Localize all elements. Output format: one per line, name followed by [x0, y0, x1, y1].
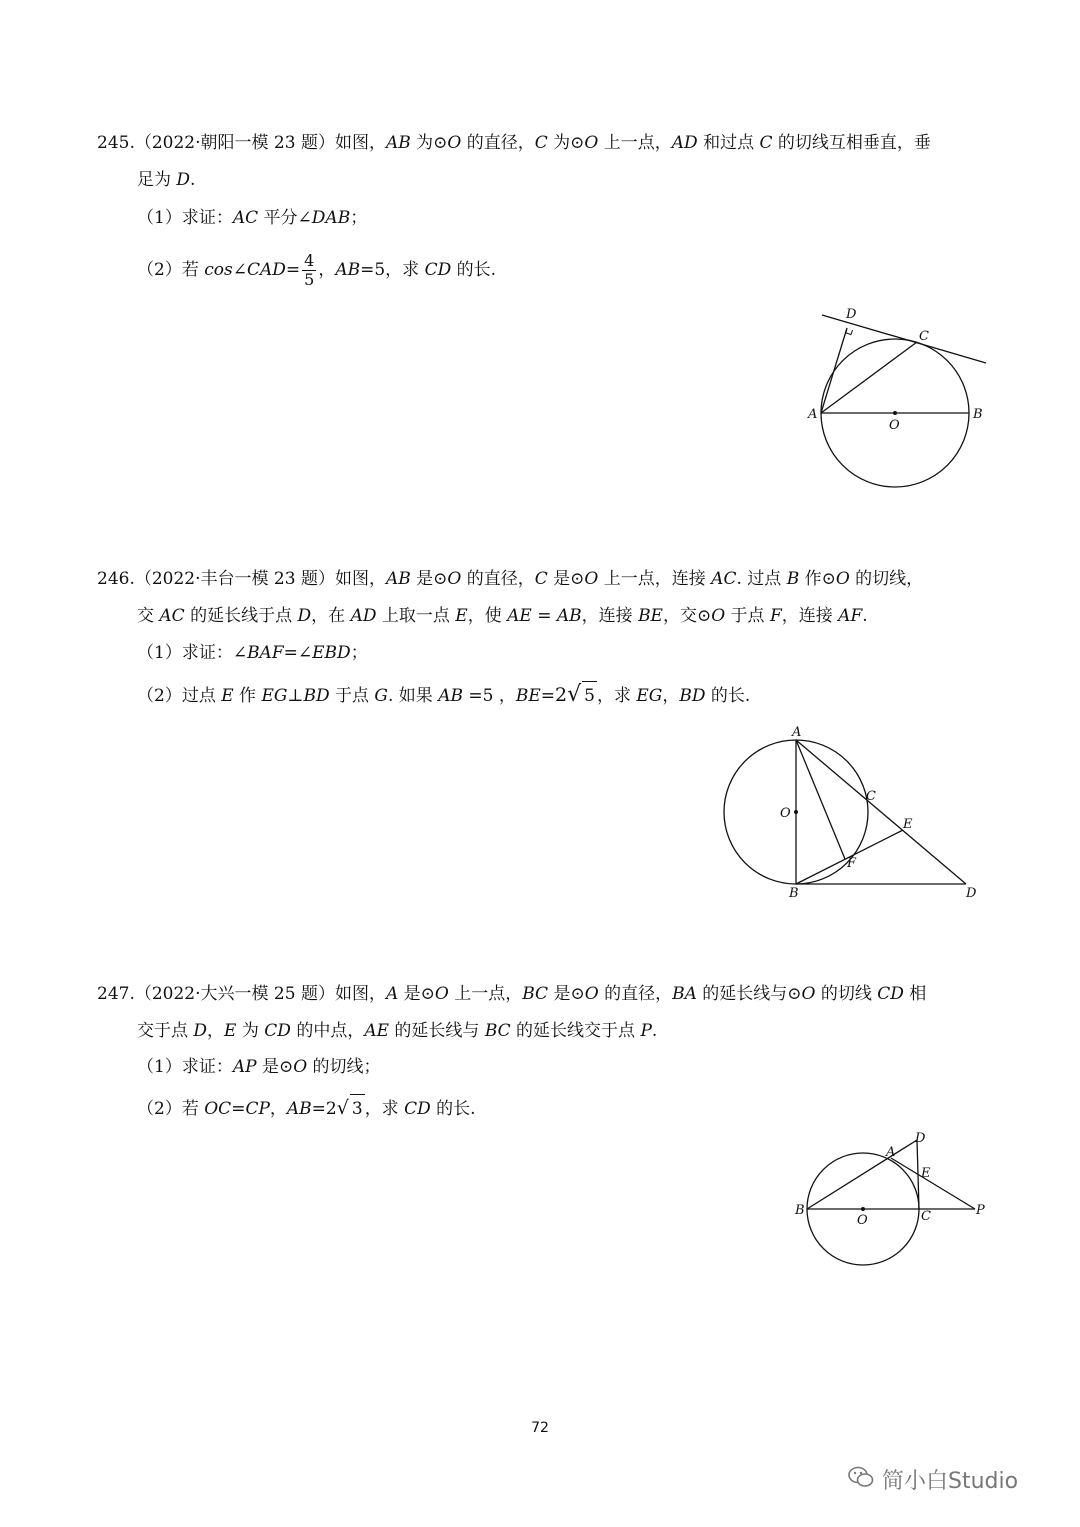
text: 平分∠ — [258, 208, 312, 228]
text: 的延长线与 — [389, 1021, 485, 1041]
text: 的长. — [451, 260, 497, 280]
problem-246-line2 — [137, 604, 868, 628]
var: A — [385, 984, 399, 1004]
text: 上一点， — [448, 984, 523, 1004]
var: O — [584, 984, 599, 1004]
radical-sign: √ — [567, 682, 582, 707]
var: EBD — [312, 643, 351, 663]
label-f: F — [847, 856, 857, 871]
problem-247-part1 — [137, 1055, 381, 1079]
problem-247-part2 — [137, 1094, 476, 1123]
text: 是⊙ — [398, 984, 435, 1004]
text: 于点 — [329, 686, 375, 706]
var: O — [447, 569, 462, 589]
var: DAB — [311, 208, 351, 228]
text: 的切线 — [815, 984, 878, 1004]
text: =∠ — [283, 643, 313, 663]
problem-246-part1 — [137, 641, 368, 665]
text: （2）过点 — [137, 686, 222, 706]
var: O — [801, 984, 816, 1004]
var: BAF — [247, 643, 284, 663]
label-e: E — [903, 817, 913, 832]
var: AB — [385, 569, 411, 589]
label-d: D — [915, 1131, 926, 1146]
var: E — [224, 1021, 237, 1041]
text: 如图， — [334, 984, 386, 1004]
var: AF — [838, 606, 863, 626]
watermark-text: 简小白Studio — [882, 1469, 1019, 1494]
text: 上一点，连接 — [598, 569, 712, 589]
text: 的直径， — [461, 133, 535, 153]
text: 和过点 — [697, 133, 760, 153]
label-c: C — [919, 329, 929, 344]
text: 为⊙ — [410, 133, 448, 153]
figure-246 — [710, 720, 990, 905]
problem-source: （2022·大兴一模 25 题） — [134, 984, 335, 1004]
var: BA — [672, 984, 697, 1004]
text: ∠ — [232, 260, 247, 280]
text: ， — [662, 686, 680, 706]
label-a: A — [808, 407, 818, 422]
var: O — [835, 569, 850, 589]
var: AP — [232, 1057, 257, 1077]
text: 的切线， — [849, 569, 924, 589]
var: AE — [364, 1021, 390, 1041]
text: 是⊙ — [547, 569, 585, 589]
center-point — [794, 810, 798, 814]
var: D — [297, 606, 312, 626]
var: AC — [232, 208, 259, 228]
text: 交于点 — [137, 1021, 194, 1041]
var: CAD — [246, 260, 286, 280]
var: CD — [404, 1099, 431, 1119]
text: = — [285, 260, 301, 280]
text: 作⊙ — [799, 569, 836, 589]
text: =5 ， — [463, 686, 516, 706]
problem-246-part2 — [137, 681, 750, 710]
label-b: B — [795, 1203, 805, 1218]
text: =5，求 — [360, 260, 425, 280]
denominator: 5 — [304, 270, 315, 289]
text: 如图， — [334, 569, 386, 589]
text: （2）若 — [137, 260, 205, 280]
center-point — [861, 1207, 865, 1211]
var: AB — [556, 606, 582, 626]
var: CD — [424, 260, 452, 280]
var: AB — [438, 686, 463, 706]
line-ad — [796, 740, 966, 884]
text: 的延长线于点 — [184, 606, 298, 626]
problem-245-line2 — [137, 168, 195, 192]
text: ， — [318, 260, 336, 280]
var: O — [447, 133, 462, 153]
var: CD — [877, 984, 904, 1004]
text: = — [540, 686, 556, 706]
text: 如图， — [334, 133, 386, 153]
text: . 如果 — [388, 686, 439, 706]
label-b: B — [973, 407, 983, 422]
var: OC — [204, 1099, 232, 1119]
text: ，连接 — [781, 606, 839, 626]
problem-245-part2 — [137, 250, 496, 290]
problem-number: 246. — [97, 569, 135, 589]
var: G — [374, 686, 388, 706]
text: ， — [269, 1099, 287, 1119]
var: O — [434, 984, 449, 1004]
label-a: A — [792, 725, 802, 740]
line-ap — [891, 1158, 975, 1209]
segment-ac — [821, 342, 917, 413]
var: BC — [522, 984, 549, 1004]
text: 的直径， — [598, 984, 673, 1004]
text: 上取一点 — [376, 606, 456, 626]
label-a: A — [886, 1145, 896, 1160]
text: 为 — [236, 1021, 265, 1041]
text: 的延长线与⊙ — [696, 984, 802, 1004]
var: F — [769, 606, 782, 626]
watermark — [848, 1464, 1018, 1495]
problem-246-line1 — [97, 567, 923, 591]
label-p: P — [976, 1203, 985, 1218]
var: E — [455, 606, 468, 626]
problem-source: （2022·朝阳一模 23 题） — [134, 133, 335, 153]
page-number: 72 — [531, 1420, 549, 1436]
var: D — [193, 1021, 208, 1041]
var: P — [640, 1021, 652, 1041]
var: O — [584, 569, 599, 589]
radical-sign: √ — [336, 1097, 349, 1119]
text: 为⊙ — [547, 133, 585, 153]
var: cos — [204, 260, 233, 280]
text: （1）求证： — [137, 208, 233, 228]
var: O — [711, 606, 726, 626]
label-e: E — [921, 1166, 931, 1181]
problem-source: （2022·丰台一模 23 题） — [134, 569, 335, 589]
text: ； — [350, 208, 368, 228]
var: AC — [159, 606, 185, 626]
label-o: O — [857, 1213, 868, 1228]
label-o: O — [889, 418, 900, 433]
text: ，求 — [364, 1099, 405, 1119]
text: 的延长线交于点 — [510, 1021, 641, 1041]
var: O — [584, 133, 599, 153]
text: . — [190, 170, 196, 190]
text: ，求 — [596, 686, 637, 706]
label-d: D — [846, 307, 857, 322]
center-point — [893, 411, 897, 415]
coefficient: 2 — [325, 1099, 337, 1119]
var: BE — [638, 606, 663, 626]
label-c: C — [866, 789, 876, 804]
text: 的长. — [705, 686, 751, 706]
segment-af — [796, 740, 845, 859]
text: ； — [350, 643, 368, 663]
text: 是⊙ — [548, 984, 585, 1004]
text: = — [531, 606, 557, 626]
wechat-icon — [848, 1466, 874, 1494]
var: C — [759, 133, 773, 153]
segment-ad — [821, 328, 847, 413]
text: . 过点 — [736, 569, 787, 589]
var: AD — [350, 606, 377, 626]
problem-247-line2 — [137, 1019, 657, 1043]
text: . — [651, 1021, 658, 1041]
var: AB — [335, 260, 361, 280]
text: （1）求证： — [137, 1057, 233, 1077]
var: BD — [679, 686, 706, 706]
text: = — [231, 1099, 246, 1119]
label-d: D — [966, 886, 977, 901]
problem-245-line1 — [97, 131, 931, 155]
problem-247-line1 — [97, 982, 926, 1006]
var: D — [176, 170, 191, 190]
numerator: 4 — [304, 251, 315, 270]
text: 的长. — [430, 1099, 476, 1119]
var: BD — [303, 686, 330, 706]
var: AB — [286, 1099, 312, 1119]
text: 的切线； — [307, 1057, 381, 1077]
var: AD — [671, 133, 698, 153]
fraction — [302, 252, 316, 289]
text: 是⊙ — [410, 569, 448, 589]
text: . — [862, 606, 868, 626]
text: 作 — [233, 686, 262, 706]
text: ，在 — [311, 606, 351, 626]
text: 相 — [903, 984, 927, 1004]
text: （1）求证：∠ — [137, 643, 248, 663]
text: 的直径， — [461, 569, 535, 589]
text: 是⊙ — [256, 1057, 294, 1077]
var: EG — [636, 686, 663, 706]
figure-245 — [800, 300, 1000, 515]
label-c: C — [921, 1209, 931, 1224]
var: BE — [515, 686, 541, 706]
text: ， — [207, 1021, 225, 1041]
text: 足为 — [137, 170, 177, 190]
var: EG — [261, 686, 288, 706]
label-o: O — [780, 806, 791, 821]
figure-247 — [790, 1125, 995, 1270]
text: （2）若 — [137, 1099, 205, 1119]
radicand: 3 — [350, 1094, 365, 1123]
text: 上一点， — [598, 133, 672, 153]
text: 的切线互相垂直，垂 — [772, 133, 931, 153]
var: O — [293, 1057, 308, 1077]
problem-number: 245. — [97, 133, 135, 153]
text: ，使 — [467, 606, 508, 626]
text: 交 — [137, 606, 160, 626]
tangent-line — [822, 315, 986, 363]
var: CP — [245, 1099, 270, 1119]
text: ，交⊙ — [662, 606, 712, 626]
text: ，连接 — [581, 606, 639, 626]
problem-245-part1 — [137, 206, 367, 230]
problem-number: 247. — [97, 984, 135, 1004]
text: = — [311, 1099, 326, 1119]
var: BC — [484, 1021, 511, 1041]
var: B — [786, 569, 800, 589]
line-bd — [807, 1140, 917, 1209]
text: ⊥ — [287, 686, 304, 706]
var: C — [534, 569, 548, 589]
right-angle-mark — [846, 328, 853, 335]
var: C — [534, 133, 548, 153]
var: AE — [507, 606, 532, 626]
coefficient: 2 — [555, 684, 568, 706]
var: AB — [385, 133, 411, 153]
radicand: 5 — [582, 681, 597, 710]
var: CD — [264, 1021, 291, 1041]
var: E — [221, 686, 234, 706]
text: 的中点， — [290, 1021, 365, 1041]
var: AC — [711, 569, 737, 589]
label-b: B — [789, 886, 799, 901]
text: 于点 — [725, 606, 770, 626]
